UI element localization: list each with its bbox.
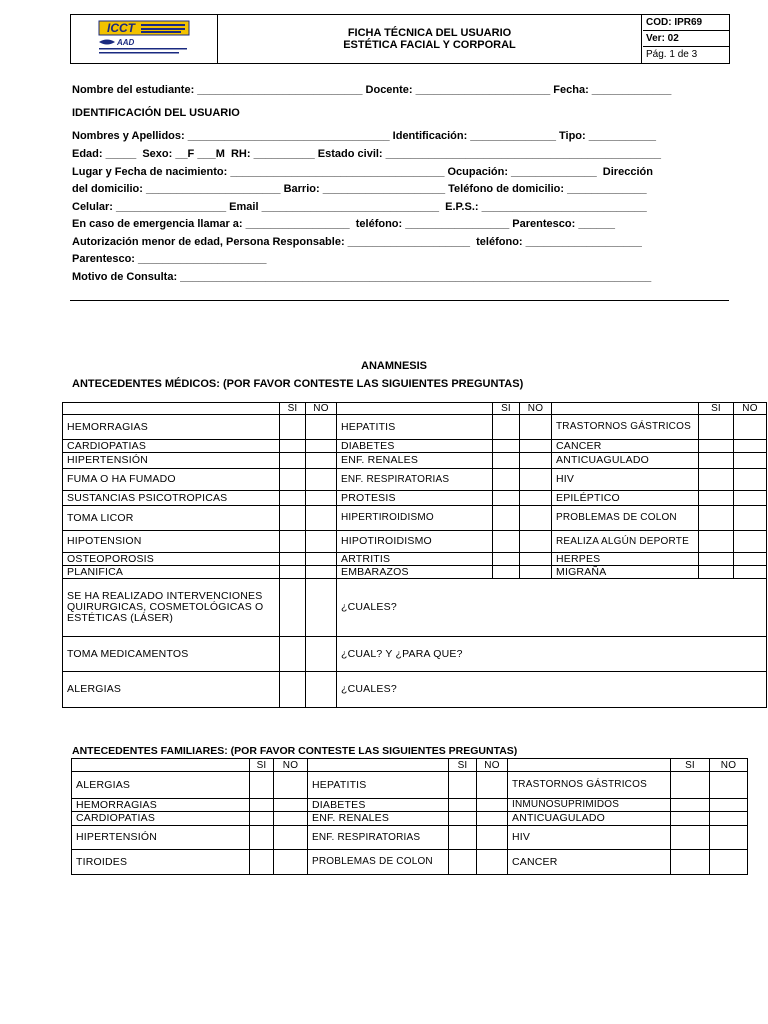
medical-header-row xyxy=(63,403,767,415)
si-checkbox[interactable] xyxy=(671,826,710,850)
condition-label: CANCER xyxy=(508,850,671,875)
no-checkbox[interactable] xyxy=(306,637,337,672)
si-checkbox[interactable] xyxy=(280,531,306,553)
no-checkbox[interactable] xyxy=(710,850,748,875)
si-checkbox[interactable] xyxy=(280,440,306,453)
condition-label: ENF. RESPIRATORIAS xyxy=(308,826,449,850)
svg-text:AAD: AAD xyxy=(117,38,135,47)
no-checkbox[interactable] xyxy=(306,531,337,553)
header-blank-cell xyxy=(63,403,280,415)
si-checkbox[interactable] xyxy=(699,469,734,491)
family-history-table xyxy=(71,758,748,875)
si-checkbox[interactable] xyxy=(493,440,520,453)
relationship-line[interactable]: Parentesco: _____________________ xyxy=(72,253,267,265)
condition-label: HIV xyxy=(508,826,671,850)
identification-title: IDENTIFICACIÓN DEL USUARIO xyxy=(72,107,240,119)
condition-label: TRASTORNOS GÁSTRICOS xyxy=(552,415,699,440)
contact-line[interactable]: Celular: __________________ Email _____________________________ E.P.S.: ___________________________ xyxy=(72,201,647,213)
institution-logo xyxy=(93,20,195,58)
condition-label: HIPERTIROIDISMO xyxy=(337,506,493,531)
names-line[interactable]: Nombres y Apellidos: _________________________________ Identificación: ______________ Tipo: ___________ xyxy=(72,130,657,142)
si-header: SI xyxy=(493,403,520,415)
no-checkbox[interactable] xyxy=(274,826,308,850)
no-checkbox[interactable] xyxy=(520,531,552,553)
no-checkbox[interactable] xyxy=(710,799,748,812)
condition-label: ANTICUAGULADO xyxy=(508,812,671,826)
si-checkbox[interactable] xyxy=(250,826,274,850)
condition-label: OSTEOPOROSIS xyxy=(63,553,280,566)
table-row xyxy=(63,491,767,506)
document-code: COD: IPR69 xyxy=(643,15,729,31)
si-checkbox[interactable] xyxy=(449,799,477,812)
condition-label: HIPOTENSION xyxy=(63,531,280,553)
no-checkbox[interactable] xyxy=(520,553,552,566)
no-header: NO xyxy=(477,759,508,772)
si-checkbox[interactable] xyxy=(250,812,274,826)
si-checkbox[interactable] xyxy=(493,566,520,579)
no-checkbox[interactable] xyxy=(710,812,748,826)
table-row xyxy=(72,772,748,799)
no-checkbox[interactable] xyxy=(734,453,767,469)
table-row xyxy=(63,566,767,579)
no-checkbox[interactable] xyxy=(274,772,308,799)
condition-label: HEPATITIS xyxy=(337,415,493,440)
birth-line[interactable]: Lugar y Fecha de nacimiento: ___________________________________ Ocupación: ______________ Dirección xyxy=(72,166,653,178)
si-checkbox[interactable] xyxy=(671,799,710,812)
address-line[interactable]: del domicilio: ______________________ Barrio: ____________________ Teléfono de domicilio: _____________ xyxy=(72,183,647,195)
si-checkbox[interactable] xyxy=(493,453,520,469)
no-header: NO xyxy=(520,403,552,415)
no-checkbox[interactable] xyxy=(734,531,767,553)
si-checkbox[interactable] xyxy=(280,672,306,708)
si-checkbox[interactable] xyxy=(280,453,306,469)
no-header: NO xyxy=(710,759,748,772)
si-checkbox[interactable] xyxy=(493,469,520,491)
condition-label: HEMORRAGIAS xyxy=(72,799,250,812)
table-row xyxy=(63,506,767,531)
condition-label: ALERGIAS xyxy=(63,672,280,708)
si-header: SI xyxy=(449,759,477,772)
logo-cell xyxy=(71,15,218,63)
si-checkbox[interactable] xyxy=(250,850,274,875)
header-blank-cell xyxy=(337,403,493,415)
si-header: SI xyxy=(699,403,734,415)
family-history-title: ANTECEDENTES FAMILIARES: (POR FAVOR CONTESTE LAS SIGUIENTES PREGUNTAS) xyxy=(72,745,518,757)
no-checkbox[interactable] xyxy=(734,440,767,453)
condition-label: EPILÉPTICO xyxy=(552,491,699,506)
si-checkbox[interactable] xyxy=(671,812,710,826)
title-line-1: FICHA TÉCNICA DEL USUARIO xyxy=(347,27,512,39)
no-checkbox[interactable] xyxy=(477,799,508,812)
si-header: SI xyxy=(671,759,710,772)
table-row xyxy=(63,553,767,566)
no-checkbox[interactable] xyxy=(306,566,337,579)
condition-label: ENF. RENALES xyxy=(308,812,449,826)
condition-label: FUMA O HA FUMADO xyxy=(63,469,280,491)
document-version: Ver: 02 xyxy=(643,31,729,47)
si-checkbox[interactable] xyxy=(699,440,734,453)
si-checkbox[interactable] xyxy=(493,553,520,566)
si-header: SI xyxy=(250,759,274,772)
answer-field[interactable]: ¿CUALES? xyxy=(337,672,767,708)
no-checkbox[interactable] xyxy=(306,579,337,637)
condition-label: HIPERTENSIÓN xyxy=(72,826,250,850)
condition-label: HERPES xyxy=(552,553,699,566)
condition-label: TOMA LICOR xyxy=(63,506,280,531)
si-checkbox[interactable] xyxy=(449,772,477,799)
no-checkbox[interactable] xyxy=(734,553,767,566)
si-checkbox[interactable] xyxy=(449,812,477,826)
condition-label: SUSTANCIAS PSICOTROPICAS xyxy=(63,491,280,506)
si-checkbox[interactable] xyxy=(699,491,734,506)
no-checkbox[interactable] xyxy=(734,415,767,440)
condition-label: ALERGIAS xyxy=(72,772,250,799)
medical-history-title: ANTECEDENTES MÉDICOS: (POR FAVOR CONTESTE LAS SIGUIENTES PREGUNTAS) xyxy=(72,378,524,390)
header-blank-cell xyxy=(508,759,671,772)
no-checkbox[interactable] xyxy=(306,440,337,453)
code-cell xyxy=(643,15,729,63)
no-header: NO xyxy=(306,403,337,415)
minor-authorization-line[interactable]: Autorización menor de edad, Persona Responsable: ____________________ teléfono: ___________________ xyxy=(72,236,642,248)
condition-label: DIABETES xyxy=(308,799,449,812)
family-header-row xyxy=(72,759,748,772)
condition-label: PROTESIS xyxy=(337,491,493,506)
si-checkbox[interactable] xyxy=(280,637,306,672)
header-blank-cell xyxy=(72,759,250,772)
no-checkbox[interactable] xyxy=(520,506,552,531)
document-header xyxy=(70,14,730,64)
condition-label: INMUNOSUPRIMIDOS xyxy=(508,799,671,812)
divider-line xyxy=(70,300,729,301)
no-checkbox[interactable] xyxy=(306,415,337,440)
table-row xyxy=(63,440,767,453)
si-checkbox[interactable] xyxy=(699,506,734,531)
condition-label: HIPOTIROIDISMO xyxy=(337,531,493,553)
title-line-2: ESTÉTICA FACIAL Y CORPORAL xyxy=(343,39,516,51)
si-checkbox[interactable] xyxy=(449,826,477,850)
no-checkbox[interactable] xyxy=(520,440,552,453)
no-checkbox[interactable] xyxy=(520,566,552,579)
si-checkbox[interactable] xyxy=(280,491,306,506)
no-checkbox[interactable] xyxy=(477,850,508,875)
table-row xyxy=(63,531,767,553)
no-checkbox[interactable] xyxy=(710,772,748,799)
condition-label: EMBARAZOS xyxy=(337,566,493,579)
condition-label: SE HA REALIZADO INTERVENCIONES QUIRURGICAS, COSMETOLÓGICAS O ESTÉTICAS (LÁSER) xyxy=(63,579,280,637)
condition-label: HIV xyxy=(552,469,699,491)
emergency-line[interactable]: En caso de emergencia llamar a: _________________ teléfono: _________________ Parentesco: ______ xyxy=(72,218,616,230)
si-checkbox[interactable] xyxy=(280,415,306,440)
condition-label: HEPATITIS xyxy=(308,772,449,799)
anamnesis-title: ANAMNESIS xyxy=(361,360,428,372)
si-checkbox[interactable] xyxy=(493,531,520,553)
no-checkbox[interactable] xyxy=(306,506,337,531)
no-checkbox[interactable] xyxy=(520,469,552,491)
condition-label: REALIZA ALGÚN DEPORTE xyxy=(552,531,699,553)
condition-label: CARDIOPATIAS xyxy=(72,812,250,826)
table-row xyxy=(63,579,767,637)
no-checkbox[interactable] xyxy=(734,469,767,491)
medical-history-table xyxy=(62,402,767,708)
no-checkbox[interactable] xyxy=(274,812,308,826)
si-checkbox[interactable] xyxy=(671,772,710,799)
si-checkbox[interactable] xyxy=(671,850,710,875)
no-checkbox[interactable] xyxy=(734,566,767,579)
si-checkbox[interactable] xyxy=(280,553,306,566)
table-row xyxy=(72,850,748,875)
no-checkbox[interactable] xyxy=(520,453,552,469)
no-checkbox[interactable] xyxy=(734,506,767,531)
no-checkbox[interactable] xyxy=(306,672,337,708)
no-checkbox[interactable] xyxy=(734,491,767,506)
no-checkbox[interactable] xyxy=(306,491,337,506)
no-checkbox[interactable] xyxy=(710,826,748,850)
no-checkbox[interactable] xyxy=(274,799,308,812)
table-row xyxy=(63,469,767,491)
si-header: SI xyxy=(280,403,306,415)
condition-label: HIPERTENSIÓN xyxy=(63,453,280,469)
condition-label: ANTICUAGULADO xyxy=(552,453,699,469)
no-checkbox[interactable] xyxy=(520,415,552,440)
condition-label: TIROIDES xyxy=(72,850,250,875)
si-checkbox[interactable] xyxy=(699,553,734,566)
condition-label: CARDIOPATIAS xyxy=(63,440,280,453)
si-checkbox[interactable] xyxy=(280,506,306,531)
si-checkbox[interactable] xyxy=(699,415,734,440)
si-checkbox[interactable] xyxy=(699,531,734,553)
no-header: NO xyxy=(734,403,767,415)
table-row xyxy=(72,799,748,812)
condition-label: PROBLEMAS DE COLON xyxy=(308,850,449,875)
table-row xyxy=(63,453,767,469)
condition-label: MIGRAÑA xyxy=(552,566,699,579)
si-checkbox[interactable] xyxy=(493,491,520,506)
document-title xyxy=(218,15,642,63)
si-checkbox[interactable] xyxy=(699,453,734,469)
age-sex-line[interactable]: Edad: _____ Sexo: __F ___M RH: __________ Estado civil: _____________________________________________ xyxy=(72,148,661,160)
table-row xyxy=(72,812,748,826)
no-checkbox[interactable] xyxy=(477,772,508,799)
header-blank-cell xyxy=(308,759,449,772)
no-checkbox[interactable] xyxy=(477,812,508,826)
no-checkbox[interactable] xyxy=(306,469,337,491)
no-checkbox[interactable] xyxy=(477,826,508,850)
consultation-reason-line[interactable]: Motivo de Consulta: _____________________________________________________________________________ xyxy=(72,271,652,283)
table-row xyxy=(72,826,748,850)
no-checkbox[interactable] xyxy=(306,553,337,566)
condition-label: DIABETES xyxy=(337,440,493,453)
no-checkbox[interactable] xyxy=(274,850,308,875)
page-number: Pág. 1 de 3 xyxy=(646,49,698,60)
si-checkbox[interactable] xyxy=(250,799,274,812)
si-checkbox[interactable] xyxy=(449,850,477,875)
student-line[interactable]: Nombre del estudiante: ___________________________ Docente: ______________________ Fecha: _____________ xyxy=(72,84,672,96)
no-header: NO xyxy=(274,759,308,772)
condition-label: PROBLEMAS DE COLON xyxy=(552,506,699,531)
condition-label: PLANIFICA xyxy=(63,566,280,579)
condition-label: TOMA MEDICAMENTOS xyxy=(63,637,280,672)
si-checkbox[interactable] xyxy=(280,469,306,491)
condition-label: ARTRITIS xyxy=(337,553,493,566)
si-checkbox[interactable] xyxy=(493,415,520,440)
si-checkbox[interactable] xyxy=(280,579,306,637)
si-checkbox[interactable] xyxy=(493,506,520,531)
table-row xyxy=(63,672,767,708)
answer-field[interactable]: ¿CUALES? xyxy=(337,579,767,637)
table-row xyxy=(63,415,767,440)
condition-label: ENF. RENALES xyxy=(337,453,493,469)
condition-label: TRASTORNOS GÁSTRICOS xyxy=(508,772,671,799)
condition-label: HEMORRAGIAS xyxy=(63,415,280,440)
si-checkbox[interactable] xyxy=(699,566,734,579)
si-checkbox[interactable] xyxy=(250,772,274,799)
condition-label: CANCER xyxy=(552,440,699,453)
answer-field[interactable]: ¿CUAL? Y ¿PARA QUE? xyxy=(337,637,767,672)
si-checkbox[interactable] xyxy=(280,566,306,579)
header-blank-cell xyxy=(552,403,699,415)
condition-label: ENF. RESPIRATORIAS xyxy=(337,469,493,491)
table-row xyxy=(63,637,767,672)
no-checkbox[interactable] xyxy=(520,491,552,506)
no-checkbox[interactable] xyxy=(306,453,337,469)
svg-text:ICCT: ICCT xyxy=(107,21,135,35)
